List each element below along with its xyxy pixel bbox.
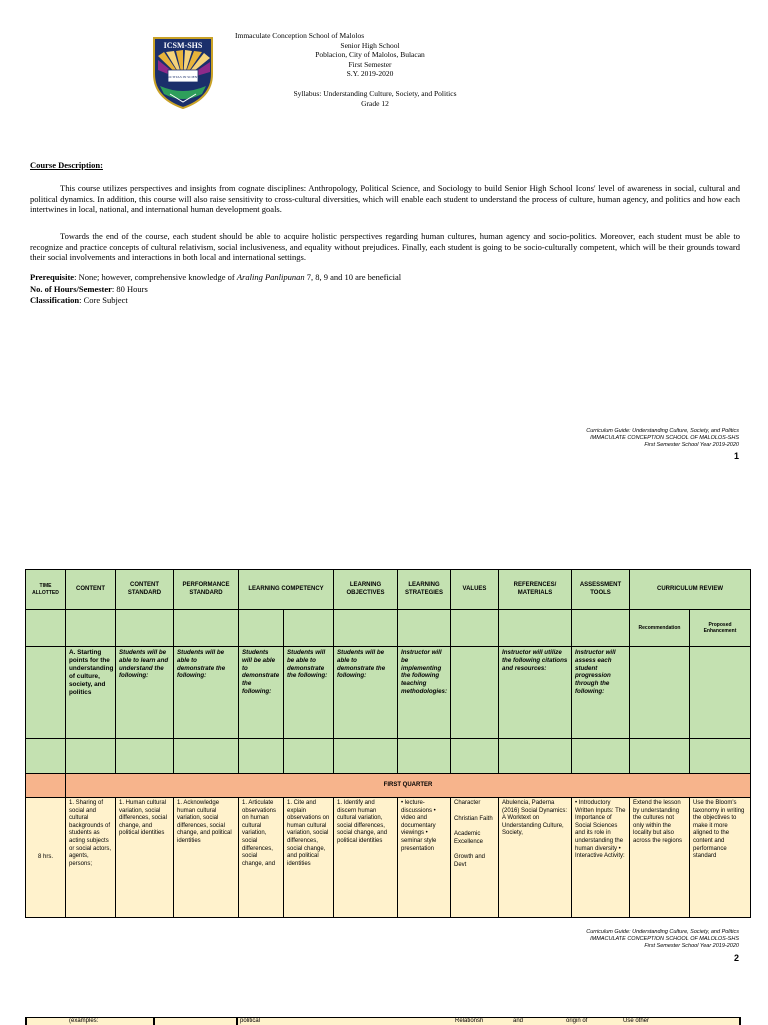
prerequisite-label: Prerequisite — [30, 272, 75, 282]
school-logo — [152, 36, 214, 110]
intro-references: Instructor will utilize the following citations and resources: — [499, 647, 572, 739]
curriculum-table — [25, 569, 751, 918]
document-header — [0, 0, 768, 130]
value-item: Christian Faith — [454, 815, 493, 822]
row1-content: 1. Sharing of social and cultural backgrounds of students as acting subjects or social actors, agents, persons; — [66, 798, 116, 918]
col-performance-standard: PERFORMANCE STANDARD — [174, 570, 239, 610]
row1-time: 8 hrs. — [26, 798, 66, 918]
page-2-footer — [439, 929, 739, 949]
row1-competency-b: 1. Cite and explain observations on human cultural variation, social differences, social change, and political identities — [284, 798, 334, 918]
prerequisite-text-b: 7, 8, 9 and 10 are beneficial — [304, 272, 402, 282]
semester: First Semester — [348, 59, 392, 69]
table-header-row — [26, 570, 751, 610]
col-time: TIME ALLOTTED — [26, 570, 66, 610]
course-description-heading: Course Description: — [30, 160, 103, 170]
logo-motto: SANCTITAS IN SCIENTIA — [162, 75, 204, 79]
row1-values — [451, 798, 499, 918]
hours-text: : 80 Hours — [111, 283, 148, 294]
grade-level: Grade 12 — [361, 98, 389, 108]
snippet: (examples: — [69, 1018, 99, 1024]
row1-proposed: Use the Bloom's taxonomy in writing the objectives to make it more aligned to the content and performance standard — [690, 798, 751, 918]
quarter-row — [26, 774, 751, 798]
prerequisite-text-a: : None; however, comprehensive knowledge of — [74, 272, 237, 282]
row1-recommendation: Extend the lesson by understanding the cultures not only within the locality but also across the regions — [630, 798, 690, 918]
school-year: S.Y. 2019-2020 — [346, 69, 394, 78]
snippet: Relationsh — [455, 1018, 484, 1024]
col-proposed-enhancement: Proposed Enhancement — [690, 610, 751, 647]
footer-line-1: Curriculum Guide: Understanding Culture, Society, and Politics — [586, 929, 739, 935]
quarter-label: FIRST QUARTER — [66, 774, 751, 798]
footer-line-2: IMMACULATE CONCEPTION SCHOOL OF MALOLOS-SHS — [590, 935, 739, 942]
school-department: Senior High School — [340, 40, 400, 50]
prerequisite-italic: Araling Panlipunan — [236, 272, 305, 282]
classification-label: Classification — [30, 295, 80, 305]
hours-label: No. of Hours/Semester — [30, 283, 112, 294]
row1-performance-standard: 1. Acknowledge human cultural variation, social differences, social change, and political identities — [174, 798, 239, 918]
table-spacer-row — [26, 739, 751, 774]
col-references: REFERENCES/ MATERIALS — [499, 570, 572, 610]
course-description-paragraph-2: Towards the end of the course, each student should be able to acquire holistic perspectives regarding human cultures, human agency and socio-politics. Moreover, each student must be able to recognize and practice concepts of cultural relativism, social inclusiveness, and equality without prejudices. Finally, each student is going to be socio-culturally competent, which will be their grounds toward their social involvements and interactions in both local and international settings. — [30, 231, 740, 262]
table-subheader-row — [26, 610, 751, 647]
intro-performance-standard: Students will be able to demonstrate the following: — [174, 647, 239, 739]
logo-text: ICSM-SHS — [163, 41, 203, 50]
value-item: Academic Excellence — [454, 831, 484, 845]
school-address: Poblacion, City of Malolos, Bulacan — [315, 50, 425, 59]
footer-line-1: Curriculum Guide: Understanding Culture, Society, and Politics — [586, 428, 739, 434]
snippet: origin of — [566, 1018, 588, 1024]
col-learning-strategies: LEARNING STRATEGIES — [398, 570, 451, 610]
classification-line — [30, 295, 740, 307]
row1-assessment: • Introductory Written Inputs: The Importance of Social Sciences and its role in understanding the human diversity • Interactive Activity: — [572, 798, 630, 918]
row1-references: Abulencia, Paderna (2016) Social Dynamics: A Worktext on Understanding Culture, Society, — [499, 798, 572, 918]
course-meta — [30, 272, 740, 307]
footer-line-3: First Semester School Year 2019-2020 — [644, 942, 739, 949]
col-learning-objectives: LEARNING OBJECTIVES — [334, 570, 398, 610]
snippet: political — [240, 1018, 261, 1024]
snippet: Use other — [623, 1018, 650, 1024]
row1-strategies: • lecture-discussions • video and documentary viewings • seminar style presentation — [398, 798, 451, 918]
col-recommendation: Recommendation — [630, 610, 690, 647]
intro-competency-a: Students will be able to demonstrate the following: — [239, 647, 284, 739]
hours-line — [30, 284, 740, 296]
classification-text: : Core Subject — [79, 295, 128, 305]
intro-objectives: Students will be able to demonstrate the following: — [334, 647, 398, 739]
syllabus-title-block — [240, 89, 510, 108]
col-learning-competency: LEARNING COMPETENCY — [239, 570, 334, 610]
snippet: and — [513, 1018, 524, 1024]
col-assessment: ASSESSMENT TOOLS — [572, 570, 630, 610]
footer-line-3: First Semester School Year 2019-2020 — [644, 441, 739, 448]
page-1-footer — [439, 428, 739, 448]
col-values: VALUES — [451, 570, 499, 610]
value-item: Character — [454, 800, 481, 806]
syllabus-title: Syllabus: Understanding Culture, Society, and Politics — [293, 89, 457, 98]
intro-strategies: Instructor will be implementing the following teaching methodologies: — [398, 647, 451, 739]
value-item: Growth and Devt — [454, 854, 486, 868]
course-description-paragraph-1: This course utilizes perspectives and insights from cognate disciplines: Anthropology, Political Science, and Sociology to build Senior High School Icons' level of awareness in social, cultural and political dynamics. In addition, this course will also raise sensitivity to cross-cultural diversities, which will enable each student to understand the process of culture, human agency, and politics and how each intertwines in local, national, and international human development goals. — [30, 183, 740, 214]
row1-objectives: 1. Identify and discern human cultural variation, social differences, social change, and political identities — [334, 798, 398, 918]
page-number-2: 2 — [733, 953, 739, 963]
intro-competency-b: Students will be able to demonstrate the following: — [284, 647, 334, 739]
school-name: Immaculate Conception School of Malolos — [235, 31, 365, 40]
col-content-standard: CONTENT STANDARD — [116, 570, 174, 610]
row1-content-standard: 1. Human cultural variation, social differences, social change, and political identities — [116, 798, 174, 918]
table-row — [26, 798, 751, 918]
col-curriculum-review: CURRICULUM REVIEW — [630, 570, 751, 610]
school-info — [225, 31, 515, 79]
intro-content: A. Starting points for the understanding of culture, society, and politics — [66, 647, 116, 739]
intro-content-standard: Students will be able to learn and understand the following: — [116, 647, 174, 739]
prerequisite-line — [30, 272, 740, 284]
intro-assessment: Instructor will assess each student progression through the following: — [572, 647, 630, 739]
table-intro-row — [26, 647, 751, 739]
page-number-1: 1 — [733, 451, 739, 461]
col-content: CONTENT — [66, 570, 116, 610]
row1-competency-a: 1. Articulate observations on human cultural variation, social differences, social change, and — [239, 798, 284, 918]
footer-line-2: IMMACULATE CONCEPTION SCHOOL OF MALOLOS-SHS — [590, 434, 739, 441]
